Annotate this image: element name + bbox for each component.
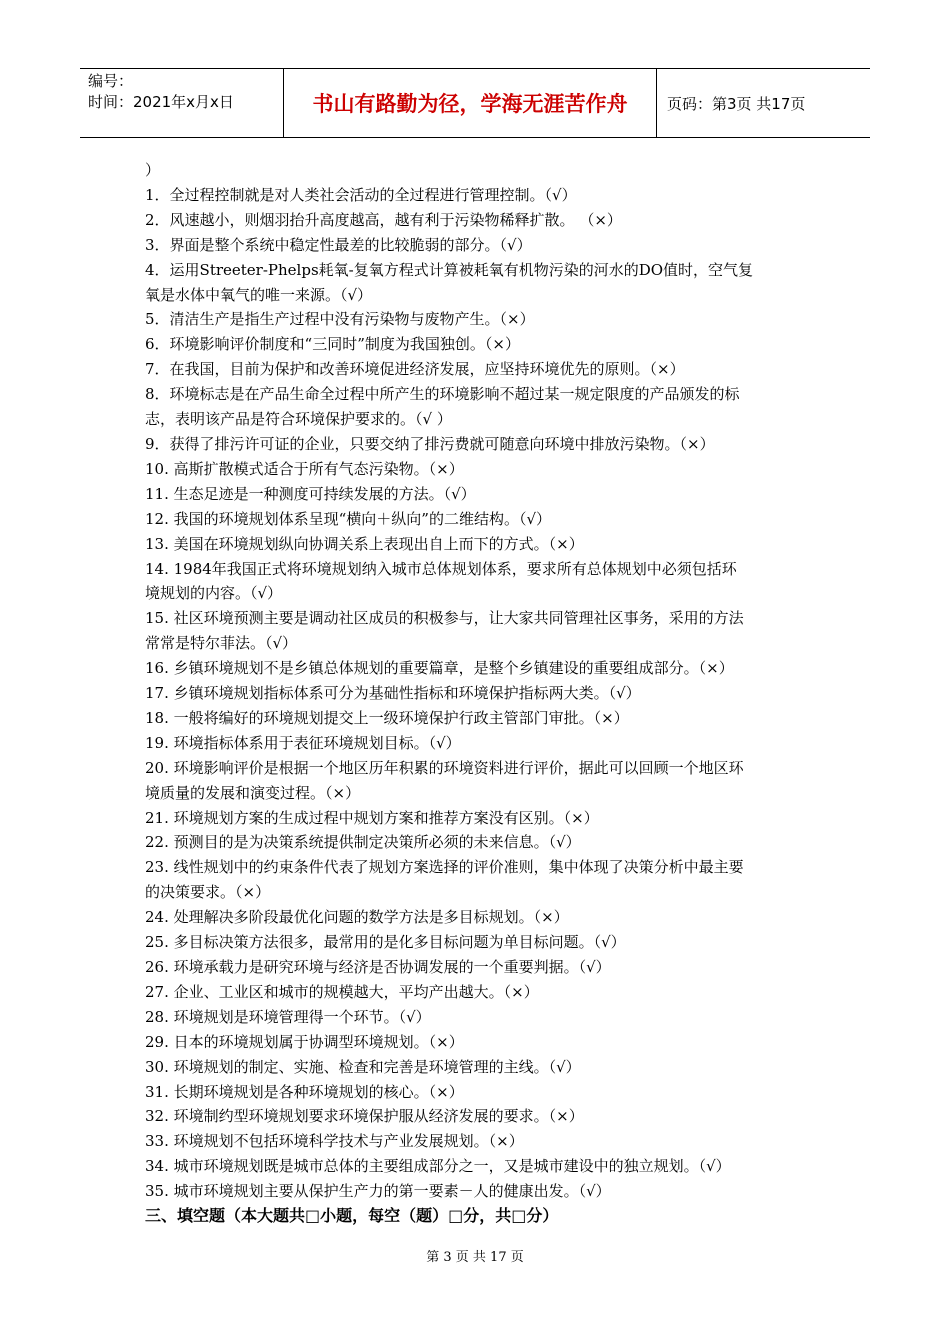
text-line: 8．环境标志是在产品生命全过程中所产生的环境影响不超过某一规定限度的产品颁发的标 — [145, 385, 740, 404]
text-line: 10. 高斯扩散模式适合于所有气态污染物。（×） — [145, 459, 464, 478]
text-line: 14. 1984年我国正式将环境规划纳入城市总体规划体系，要求所有总体规划中必须包括环 — [145, 559, 737, 578]
text-line: 23. 线性规划中的约束条件代表了规划方案选择的评价准则，集中体现了决策分析中最主要 — [145, 858, 744, 877]
text-line: 境规划的内容。（√） — [145, 584, 283, 603]
text-line: 35. 城市环境规划主要从保护生产力的第一要素－人的健康出发。（√） — [145, 1182, 611, 1201]
text-line: 15. 社区环境预测主要是调动社区成员的积极参与，让大家共同管理社区事务，采用的方法 — [145, 609, 744, 628]
document-number-label: 编号： — [88, 72, 134, 90]
text-line: 22. 预测目的是为决策系统提供制定决策所必须的未来信息。（√） — [145, 833, 581, 852]
page-header — [80, 68, 870, 138]
text-line: 33. 环境规划不包括环境科学技术与产业发展规划。（×） — [145, 1132, 524, 1151]
text-line: 21. 环境规划方案的生成过程中规划方案和推荐方案没有区别。（×） — [145, 808, 599, 827]
text-line: 17. 乡镇环境规划指标体系可分为基础性指标和环境保护指标两大类。（√） — [145, 684, 641, 703]
text-line: 3．界面是整个系统中稳定性最差的比较脆弱的部分。（√） — [145, 235, 532, 254]
question-list — [145, 158, 813, 1229]
text-line: 24. 处理解决多阶段最优化问题的数学方法是多目标规划。（×） — [145, 908, 569, 927]
text-line: 5．清洁生产是指生产过程中没有污染物与废物产生。（×） — [145, 310, 535, 329]
text-line: 氧是水体中氧气的唯一来源。（√） — [145, 285, 373, 304]
text-line: 29. 日本的环境规划属于协调型环境规划。（×） — [145, 1032, 464, 1051]
text-line: 25. 多目标决策方法很多，最常用的是化多目标问题为单目标问题。（√） — [145, 933, 626, 952]
header-page-info: 页码：第3页 共17页 — [667, 94, 806, 113]
text-line: 18. 一般将编好的环境规划提交上一级环境保护行政主管部门审批。（×） — [145, 708, 629, 727]
text-line: 27. 企业、工业区和城市的规模越大，平均产出越大。（×） — [145, 982, 539, 1001]
text-line: 30. 环境规划的制定、实施、检查和完善是环境管理的主线。（√） — [145, 1057, 581, 1076]
document-date: 时间：2021年x月x日 — [88, 93, 234, 111]
text-line: 16. 乡镇环境规划不是乡镇总体规划的重要篇章，是整个乡镇建设的重要组成部分。（×） — [145, 659, 734, 678]
text-line: 9．获得了排污许可证的企业，只要交纳了排污费就可随意向环境中排放污染物。（×） — [145, 434, 715, 453]
header-meta — [80, 69, 284, 137]
header-motto: 书山有路勤为径，学海无涯苦作舟 — [284, 69, 657, 137]
text-line: 13. 美国在环境规划纵向协调关系上表现出自上而下的方式。（×） — [145, 534, 584, 553]
text-line: 境质量的发展和演变过程。（×） — [145, 783, 361, 802]
text-line: 4．运用Streeter-Phelps耗氧-复氧方程式计算被耗氧有机物污染的河水的DO值时，空气复 — [145, 260, 754, 279]
page-footer: 第 3 页 共 17 页 — [426, 1250, 524, 1265]
text-line: 常常是特尔菲法。（√） — [145, 634, 298, 653]
text-line: 19. 环境指标体系用于表征环境规划目标。（√） — [145, 733, 461, 752]
text-line: 26. 环境承载力是研究环境与经济是否协调发展的一个重要判据。（√） — [145, 958, 611, 976]
text-line: 7．在我国，目前为保护和改善环境促进经济发展，应坚持环境优先的原则。（×） — [145, 360, 685, 379]
text-line: 11. 生态足迹是一种测度可持续发展的方法。（√） — [145, 484, 476, 503]
text-line: 志，表明该产品是符合环境保护要求的。（√ ） — [145, 410, 452, 429]
text-line: 34. 城市环境规划既是城市总体的主要组成部分之一，又是城市建设中的独立规划。（√） — [145, 1157, 731, 1176]
text-line: 20. 环境影响评价是根据一个地区历年积累的环境资料进行评价，据此可以回顾一个地区环 — [145, 758, 744, 777]
text-line: 12. 我国的环境规划体系呈现“横向＋纵向”的二维结构。（√） — [145, 509, 552, 528]
section-heading: 三、填空题（本大题共□小题，每空（题）□分，共□分） — [145, 1206, 559, 1226]
text-line: 2．风速越小，则烟羽抬升高度越高，越有利于污染物稀释扩散。 （×） — [145, 210, 622, 229]
text-line: 6．环境影响评价制度和“三同时”制度为我国独创。（×） — [145, 335, 520, 354]
text-line: 31. 长期环境规划是各种环境规划的核心。（×） — [145, 1082, 464, 1101]
text-line: 1．全过程控制就是对人类社会活动的全过程进行管理控制。（√） — [145, 185, 577, 204]
text-line: ） — [145, 161, 161, 179]
text-line: 32. 环境制约型环境规划要求环境保护服从经济发展的要求。（×） — [145, 1107, 584, 1126]
text-line: 的决策要求。（×） — [145, 883, 271, 902]
text-line: 28. 环境规划是环境管理得一个环节。（√） — [145, 1007, 431, 1026]
